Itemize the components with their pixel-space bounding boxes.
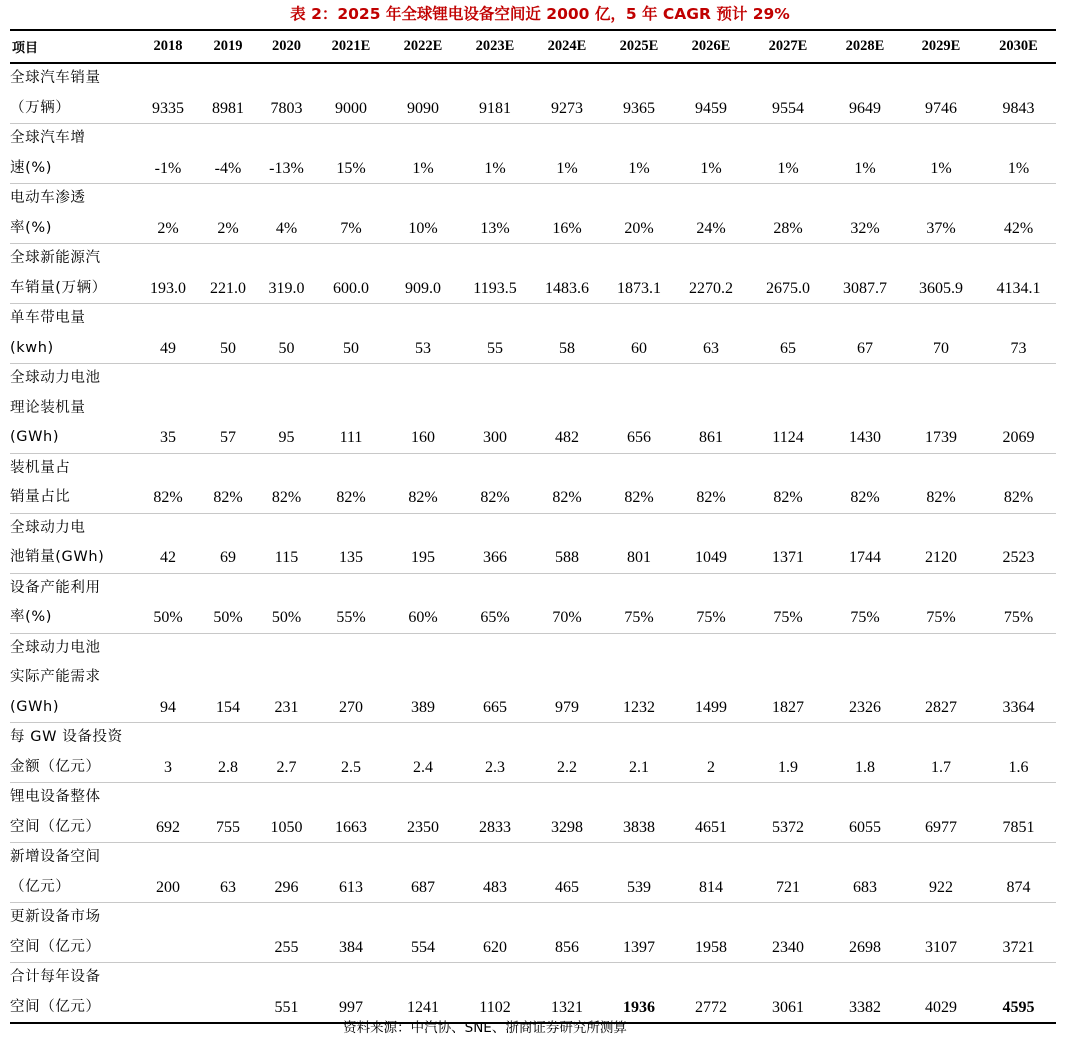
table-cell: 50 xyxy=(315,304,387,364)
table-cell: 1124 xyxy=(747,364,829,454)
data-table xyxy=(10,29,1056,1024)
table-cell: 588 xyxy=(531,513,603,573)
table-cell: 1% xyxy=(829,124,901,184)
table-cell: 1663 xyxy=(315,783,387,843)
table-cell: 2270.2 xyxy=(675,244,747,304)
table-cell: 2340 xyxy=(747,903,829,963)
row-label-line: 电动车渗透 xyxy=(10,190,86,206)
table-cell: 1% xyxy=(531,124,603,184)
table-row xyxy=(10,453,1056,513)
row-label-line: 实际产能需求 xyxy=(10,669,101,685)
table-cell: 1232 xyxy=(603,633,675,723)
table-cell: 95 xyxy=(258,364,315,454)
table-cell: 28% xyxy=(747,184,829,244)
table-cell: 1049 xyxy=(675,513,747,573)
table-cell xyxy=(138,903,198,963)
table-cell: 2.3 xyxy=(459,723,531,783)
header-year: 2019 xyxy=(198,30,258,63)
table-cell: 53 xyxy=(387,304,459,364)
table-cell: -13% xyxy=(258,124,315,184)
table-cell: 9746 xyxy=(901,63,981,124)
row-label xyxy=(10,963,138,1024)
table-cell: 94 xyxy=(138,633,198,723)
table-cell: 4134.1 xyxy=(981,244,1056,304)
table-cell: 1102 xyxy=(459,963,531,1024)
row-label-line: 全球动力电池 xyxy=(10,639,101,656)
table-cell: -1% xyxy=(138,124,198,184)
header-year: 2029E xyxy=(901,30,981,63)
table-cell: 60 xyxy=(603,304,675,364)
table-cell: 1430 xyxy=(829,364,901,454)
table-cell: 20% xyxy=(603,184,675,244)
table-cell: 2827 xyxy=(901,633,981,723)
table-cell: 82% xyxy=(747,453,829,513)
table-cell: 75% xyxy=(603,573,675,633)
row-label xyxy=(10,513,138,573)
table-cell: 82% xyxy=(675,453,747,513)
table-cell: 9000 xyxy=(315,63,387,124)
table-cell: 115 xyxy=(258,513,315,573)
row-label xyxy=(10,244,138,304)
table-cell: 3087.7 xyxy=(829,244,901,304)
table-cell: 909.0 xyxy=(387,244,459,304)
row-label-line: 全球汽车增 xyxy=(10,130,86,146)
row-label-line: 锂电设备整体 xyxy=(10,789,101,805)
table-cell: 539 xyxy=(603,843,675,903)
table-cell: 6977 xyxy=(901,783,981,843)
row-label-line: 全球动力电 xyxy=(10,519,86,536)
table-cell: 7851 xyxy=(981,783,1056,843)
table-cell: 687 xyxy=(387,843,459,903)
table-cell: 2 xyxy=(675,723,747,783)
row-label-line: 率(%) xyxy=(10,609,52,625)
table-cell: 300 xyxy=(459,364,531,454)
table-cell: 4595 xyxy=(981,963,1056,1024)
table-cell: 9459 xyxy=(675,63,747,124)
row-label-line: 速(%) xyxy=(10,159,52,176)
table-cell: 3838 xyxy=(603,783,675,843)
table-cell: 2675.0 xyxy=(747,244,829,304)
table-cell: 10% xyxy=(387,184,459,244)
table-cell: 2350 xyxy=(387,783,459,843)
table-cell: 3364 xyxy=(981,633,1056,723)
table-cell: 1.9 xyxy=(747,723,829,783)
table-cell: 7803 xyxy=(258,63,315,124)
table-cell: 665 xyxy=(459,633,531,723)
table-cell: 3721 xyxy=(981,903,1056,963)
table-row xyxy=(10,723,1056,783)
table-cell: 1827 xyxy=(747,633,829,723)
table-cell: 1958 xyxy=(675,903,747,963)
table-cell: 465 xyxy=(531,843,603,903)
table-cell: 1.7 xyxy=(901,723,981,783)
table-cell: 1% xyxy=(603,124,675,184)
row-label-line: (kwh) xyxy=(10,339,54,356)
row-label-line: 空间（亿元） xyxy=(10,818,101,835)
table-cell: -4% xyxy=(198,124,258,184)
table-row xyxy=(10,963,1056,1024)
table-cell: 82% xyxy=(901,453,981,513)
table-cell: 1483.6 xyxy=(531,244,603,304)
table-cell: 1397 xyxy=(603,903,675,963)
table-cell: 1321 xyxy=(531,963,603,1024)
table-cell: 24% xyxy=(675,184,747,244)
row-label xyxy=(10,63,138,124)
table-cell: 255 xyxy=(258,903,315,963)
table-cell: 979 xyxy=(531,633,603,723)
row-label xyxy=(10,364,138,454)
row-label-line: (GWh) xyxy=(10,429,60,445)
table-cell: 63 xyxy=(675,304,747,364)
table-cell: 73 xyxy=(981,304,1056,364)
table-title: 表 2：2025 年全球锂电设备空间近 2000 亿，5 年 CAGR 预计 29% xyxy=(290,5,790,23)
table-cell: 50 xyxy=(258,304,315,364)
table-cell: 692 xyxy=(138,783,198,843)
table-cell: 37% xyxy=(901,184,981,244)
table-cell: 75% xyxy=(981,573,1056,633)
table-cell: 57 xyxy=(198,364,258,454)
table-cell: 50% xyxy=(138,573,198,633)
table-cell: 856 xyxy=(531,903,603,963)
row-label xyxy=(10,633,138,723)
table-cell xyxy=(198,903,258,963)
table-cell: 49 xyxy=(138,304,198,364)
table-cell: 683 xyxy=(829,843,901,903)
table-cell: 319.0 xyxy=(258,244,315,304)
table-cell: 613 xyxy=(315,843,387,903)
table-cell: 135 xyxy=(315,513,387,573)
table-body xyxy=(10,63,1056,1023)
row-label-line: 池销量(GWh) xyxy=(10,549,105,565)
table-cell: 2523 xyxy=(981,513,1056,573)
row-label xyxy=(10,903,138,963)
table-cell: 1193.5 xyxy=(459,244,531,304)
row-label-line: 空间（亿元） xyxy=(10,998,101,1015)
table-cell: 874 xyxy=(981,843,1056,903)
row-label-line: (GWh) xyxy=(10,698,60,715)
table-cell: 2069 xyxy=(981,364,1056,454)
table-cell: 82% xyxy=(603,453,675,513)
table-cell: 3 xyxy=(138,723,198,783)
table-cell: 75% xyxy=(675,573,747,633)
table-cell: 9649 xyxy=(829,63,901,124)
table-cell: 1739 xyxy=(901,364,981,454)
table-row xyxy=(10,184,1056,244)
row-label-line: 全球动力电池 xyxy=(10,370,101,386)
table-cell: 600.0 xyxy=(315,244,387,304)
table-cell: 1.8 xyxy=(829,723,901,783)
table-cell: 75% xyxy=(747,573,829,633)
table-cell: 82% xyxy=(829,453,901,513)
table-cell: 50% xyxy=(198,573,258,633)
table-cell: 2.1 xyxy=(603,723,675,783)
row-label-line: 设备产能利用 xyxy=(10,579,101,596)
row-label-line: （万辆） xyxy=(10,99,71,116)
table-cell: 1499 xyxy=(675,633,747,723)
table-cell: 70% xyxy=(531,573,603,633)
table-cell: 60% xyxy=(387,573,459,633)
table-cell: 1% xyxy=(901,124,981,184)
row-label-line: 全球新能源汽 xyxy=(10,250,101,266)
table-cell: 3605.9 xyxy=(901,244,981,304)
table-cell: 4651 xyxy=(675,783,747,843)
row-label-line: 理论装机量 xyxy=(10,399,86,416)
table-cell: 1050 xyxy=(258,783,315,843)
table-cell: 65 xyxy=(747,304,829,364)
table-row xyxy=(10,783,1056,843)
table-cell: 3382 xyxy=(829,963,901,1024)
table-row xyxy=(10,633,1056,723)
header-year: 2022E xyxy=(387,30,459,63)
row-label xyxy=(10,304,138,364)
table-cell: 9365 xyxy=(603,63,675,124)
table-cell: 551 xyxy=(258,963,315,1024)
header-year: 2027E xyxy=(747,30,829,63)
table-cell: 5372 xyxy=(747,783,829,843)
table-cell: 4% xyxy=(258,184,315,244)
table-cell: 154 xyxy=(198,633,258,723)
table-cell: 4029 xyxy=(901,963,981,1024)
table-cell: 366 xyxy=(459,513,531,573)
row-label xyxy=(10,184,138,244)
table-cell: 111 xyxy=(315,364,387,454)
table-cell: 482 xyxy=(531,364,603,454)
table-row xyxy=(10,124,1056,184)
table-cell: 50% xyxy=(258,573,315,633)
header-year: 2025E xyxy=(603,30,675,63)
table-cell: 69 xyxy=(198,513,258,573)
table-cell: 2% xyxy=(138,184,198,244)
table-cell: 554 xyxy=(387,903,459,963)
table-row xyxy=(10,244,1056,304)
table-cell: 861 xyxy=(675,364,747,454)
table-cell: 2.4 xyxy=(387,723,459,783)
table-cell: 1% xyxy=(981,124,1056,184)
table-cell: 2698 xyxy=(829,903,901,963)
row-label-line: 车销量(万辆） xyxy=(10,279,107,296)
table-cell: 32% xyxy=(829,184,901,244)
table-cell: 9090 xyxy=(387,63,459,124)
table-row xyxy=(10,573,1056,633)
row-label xyxy=(10,573,138,633)
table-cell: 1241 xyxy=(387,963,459,1024)
header-year: 2021E xyxy=(315,30,387,63)
table-cell: 2.7 xyxy=(258,723,315,783)
table-cell: 997 xyxy=(315,963,387,1024)
table-cell: 3107 xyxy=(901,903,981,963)
table-cell: 82% xyxy=(387,453,459,513)
row-label-line: 空间（亿元） xyxy=(10,938,101,955)
table-cell: 82% xyxy=(198,453,258,513)
table-cell: 6055 xyxy=(829,783,901,843)
row-label-line: （亿元） xyxy=(10,878,71,895)
row-label xyxy=(10,124,138,184)
row-label-line: 金额（亿元） xyxy=(10,758,101,775)
table-cell: 922 xyxy=(901,843,981,903)
table-cell: 42 xyxy=(138,513,198,573)
source-note: 资料来源：中汽协、SNE、浙商证券研究所测算 xyxy=(343,1020,627,1036)
table-cell: 67 xyxy=(829,304,901,364)
table-cell: 82% xyxy=(315,453,387,513)
header-year: 2023E xyxy=(459,30,531,63)
table-cell: 82% xyxy=(138,453,198,513)
row-label xyxy=(10,723,138,783)
table-cell: 193.0 xyxy=(138,244,198,304)
header-item-label: 项目 xyxy=(10,30,138,63)
header-year: 2028E xyxy=(829,30,901,63)
table-cell: 1.6 xyxy=(981,723,1056,783)
header-year: 2030E xyxy=(981,30,1056,63)
table-cell: 8981 xyxy=(198,63,258,124)
table-cell: 2% xyxy=(198,184,258,244)
table-cell: 75% xyxy=(901,573,981,633)
table-header-row xyxy=(10,30,1056,63)
table-cell: 75% xyxy=(829,573,901,633)
table-cell: 15% xyxy=(315,124,387,184)
table-cell: 63 xyxy=(198,843,258,903)
table-cell: 389 xyxy=(387,633,459,723)
row-label-line: 全球汽车销量 xyxy=(10,70,101,86)
table-cell: 42% xyxy=(981,184,1056,244)
table-cell: 656 xyxy=(603,364,675,454)
table-cell: 2.2 xyxy=(531,723,603,783)
row-label-line: 率(%) xyxy=(10,219,52,236)
table-cell: 58 xyxy=(531,304,603,364)
header-year: 2024E xyxy=(531,30,603,63)
table-row xyxy=(10,304,1056,364)
table-cell: 7% xyxy=(315,184,387,244)
table-cell: 50 xyxy=(198,304,258,364)
table-cell: 9843 xyxy=(981,63,1056,124)
table-cell: 1744 xyxy=(829,513,901,573)
table-cell: 620 xyxy=(459,903,531,963)
row-label-line: 更新设备市场 xyxy=(10,909,101,925)
table-cell: 9335 xyxy=(138,63,198,124)
header-year: 2020 xyxy=(258,30,315,63)
row-label-line: 装机量占 xyxy=(10,459,71,476)
table-cell: 2.8 xyxy=(198,723,258,783)
table-row xyxy=(10,843,1056,903)
table-cell: 9554 xyxy=(747,63,829,124)
table-cell: 2772 xyxy=(675,963,747,1024)
table-cell: 70 xyxy=(901,304,981,364)
row-label xyxy=(10,783,138,843)
table-cell: 1873.1 xyxy=(603,244,675,304)
row-label-line: 新增设备空间 xyxy=(10,849,101,865)
table-cell: 3298 xyxy=(531,783,603,843)
table-cell: 483 xyxy=(459,843,531,903)
table-cell: 35 xyxy=(138,364,198,454)
table-cell: 195 xyxy=(387,513,459,573)
header-year: 2026E xyxy=(675,30,747,63)
table-cell: 2833 xyxy=(459,783,531,843)
row-label-line: 合计每年设备 xyxy=(10,969,101,985)
row-label xyxy=(10,453,138,513)
table-cell: 9181 xyxy=(459,63,531,124)
table-cell: 1% xyxy=(459,124,531,184)
table-cell: 13% xyxy=(459,184,531,244)
table-cell: 270 xyxy=(315,633,387,723)
table-cell: 1% xyxy=(747,124,829,184)
row-label xyxy=(10,843,138,903)
table-cell: 16% xyxy=(531,184,603,244)
table-cell: 82% xyxy=(981,453,1056,513)
table-cell: 82% xyxy=(531,453,603,513)
row-label-line: 每 GW 设备投资 xyxy=(10,729,123,745)
table-cell: 55 xyxy=(459,304,531,364)
table-cell: 384 xyxy=(315,903,387,963)
table-row xyxy=(10,903,1056,963)
table-cell: 55% xyxy=(315,573,387,633)
table-cell: 2326 xyxy=(829,633,901,723)
row-label-line: 单车带电量 xyxy=(10,310,86,326)
table-cell: 801 xyxy=(603,513,675,573)
table-cell xyxy=(198,963,258,1024)
table-cell: 160 xyxy=(387,364,459,454)
table-cell: 9273 xyxy=(531,63,603,124)
table-cell: 2120 xyxy=(901,513,981,573)
table-row xyxy=(10,63,1056,124)
table-cell: 296 xyxy=(258,843,315,903)
table-cell: 2.5 xyxy=(315,723,387,783)
table-cell: 82% xyxy=(258,453,315,513)
table-cell: 3061 xyxy=(747,963,829,1024)
table-row xyxy=(10,364,1056,454)
table-cell xyxy=(138,963,198,1024)
table-cell: 221.0 xyxy=(198,244,258,304)
table-cell: 1936 xyxy=(603,963,675,1024)
table-cell: 1% xyxy=(675,124,747,184)
table-cell: 231 xyxy=(258,633,315,723)
table-row xyxy=(10,513,1056,573)
table-cell: 82% xyxy=(459,453,531,513)
table-cell: 1% xyxy=(387,124,459,184)
table-cell: 65% xyxy=(459,573,531,633)
table-cell: 200 xyxy=(138,843,198,903)
table-cell: 755 xyxy=(198,783,258,843)
table-cell: 814 xyxy=(675,843,747,903)
table-cell: 721 xyxy=(747,843,829,903)
table-cell: 1371 xyxy=(747,513,829,573)
header-year: 2018 xyxy=(138,30,198,63)
row-label-line: 销量占比 xyxy=(10,489,71,505)
